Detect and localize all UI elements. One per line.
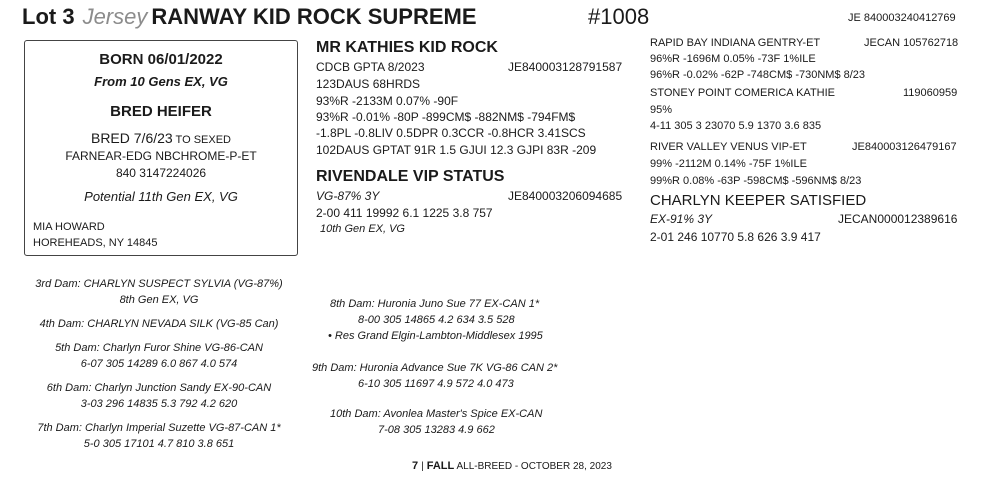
- footer-divider: |: [421, 461, 424, 472]
- tenth-dam: 10th Dam: Avonlea Master's Spice EX-CAN: [330, 408, 543, 420]
- dam-dam-record: 2-01 246 10770 5.8 626 3.9 417: [650, 230, 821, 244]
- potential: Potential 11th Gen EX, VG: [84, 189, 238, 204]
- ninth-dam: 9th Dam: Huronia Advance Sue 7K VG-86 CAN 2*: [312, 362, 558, 374]
- service-sire: FARNEAR-EDG NBCHROME-P-ET: [65, 149, 257, 163]
- status-title: BRED HEIFER: [110, 103, 212, 120]
- bred-suffix: TO SEXED: [172, 134, 231, 146]
- footer-date: ALL-BREED - OCTOBER 28, 2023: [454, 461, 612, 472]
- owner-name: MIA HOWARD: [33, 221, 105, 233]
- dam-reg: JE840003206094685: [508, 189, 623, 203]
- sire-sire-name: RAPID BAY INDIANA GENTRY-ET: [650, 37, 821, 49]
- sire-health: -1.8PL -0.8LIV 0.5DPR 0.3CCR -0.8HCR 3.41SCS: [316, 126, 586, 140]
- sire-name: MR KATHIES KID ROCK: [316, 39, 498, 56]
- sire-dam-name: STONEY POINT COMERICA KATHIE: [650, 87, 836, 99]
- service-sire-reg: 840 3147224026: [115, 166, 207, 180]
- third-dam-info: 8th Gen EX, VG: [119, 294, 199, 306]
- sire-sire-line1: 96%R -1696M 0.05% -73F 1%ILE: [650, 53, 816, 65]
- dam-sire-line1: 99% -2112M 0.14% -75F 1%ILE: [650, 158, 807, 170]
- ninth-dam-info: 6-10 305 11697 4.9 572 4.0 473: [358, 378, 514, 390]
- sire-indexes: 93%R -0.01% -80P -899CM$ -882NM$ -794FM$: [316, 110, 576, 124]
- tenth-dam-info: 7-08 305 13283 4.9 662: [378, 424, 495, 436]
- eighth-dam-info: 8-00 305 14865 4.2 634 3.5 528: [358, 314, 515, 326]
- fourth-dam: 4th Dam: CHARLYN NEVADA SILK (VG-85 Can): [39, 318, 279, 330]
- breed-label: Jersey: [82, 4, 148, 29]
- lot-title: [22, 4, 477, 30]
- eighth-dam: 8th Dam: Huronia Juno Sue 77 EX-CAN 1*: [330, 298, 540, 310]
- registration-id: JE 840003240412769: [848, 12, 956, 24]
- dam-gens: 10th Gen EX, VG: [320, 223, 405, 235]
- sire-sire-line2: 96%R -0.02% -62P -748CM$ -730NM$ 8/23: [650, 69, 866, 81]
- consignor-box: [24, 40, 298, 256]
- sire-daughters: 123DAUS 68HRDS: [316, 77, 421, 91]
- dam-record: 2-00 411 19992 6.1 1225 3.8 757: [316, 206, 493, 220]
- owner-location: HOREHEADS, NY 14845: [33, 237, 158, 249]
- dam-sire-reg: JE840003126479167: [852, 141, 957, 153]
- dam-dam-name: CHARLYN KEEPER SATISFIED: [650, 192, 867, 209]
- dam-sire-line2: 99%R 0.08% -63P -598CM$ -596NM$ 8/23: [650, 175, 862, 187]
- seventh-dam: 7th Dam: Charlyn Imperial Suzette VG-87-CAN 1*: [37, 422, 281, 434]
- dam-sire-name: RIVER VALLEY VENUS VIP-ET: [650, 141, 807, 153]
- dam-class: VG-87% 3Y: [316, 189, 380, 203]
- sire-gpta: CDCB GPTA 8/2023: [316, 60, 425, 74]
- sire-type: 102DAUS GPTAT 91R 1.5 GJUI 12.3 GJPI 83R -209: [316, 143, 597, 157]
- bred-info: [25, 130, 297, 146]
- catalog-number: #1008: [588, 4, 650, 29]
- page-footer: [412, 460, 612, 472]
- seventh-dam-info: 5-0 305 17101 4.7 810 3.8 651: [83, 438, 235, 450]
- bred-date: BRED 7/6/23: [90, 130, 173, 146]
- third-dam: 3rd Dam: CHARLYN SUSPECT SYLVIA (VG-87%): [35, 278, 283, 290]
- fifth-dam: 5th Dam: Charlyn Furor Shine VG-86-CAN: [55, 342, 263, 354]
- sire-dam-record: 4-11 305 3 23070 5.9 1370 3.6 835: [650, 120, 822, 132]
- sire-sire-reg: JECAN 105762718: [864, 37, 959, 49]
- birth-date: BORN 06/01/2022: [99, 51, 223, 68]
- generations: From 10 Gens EX, VG: [94, 74, 228, 89]
- sire-reg: JE840003128791587: [508, 60, 623, 74]
- sixth-dam: 6th Dam: Charlyn Junction Sandy EX-90-CAN: [46, 382, 272, 394]
- eighth-dam-award: • Res Grand Elgin-Lambton-Middlesex 1995: [328, 330, 543, 342]
- lot-number: Lot 3: [22, 4, 75, 29]
- sire-milk: 93%R -2133M 0.07% -90F: [316, 94, 459, 108]
- dam-name: RIVENDALE VIP STATUS: [316, 168, 505, 185]
- sire-dam-reg: 119060959: [903, 87, 958, 99]
- footer-fall: FALL: [426, 460, 455, 472]
- fifth-dam-info: 6-07 305 14289 6.0 867 4.0 574: [80, 358, 238, 370]
- sixth-dam-info: 3-03 296 14835 5.3 792 4.2 620: [80, 398, 238, 410]
- animal-name: RANWAY KID ROCK SUPREME: [151, 4, 477, 29]
- sire-dam-pct: 95%: [650, 104, 673, 116]
- page-number: 7: [412, 460, 419, 472]
- dam-dam-reg: JECAN000012389616: [838, 212, 958, 226]
- dam-dam-class: EX-91% 3Y: [650, 212, 713, 226]
